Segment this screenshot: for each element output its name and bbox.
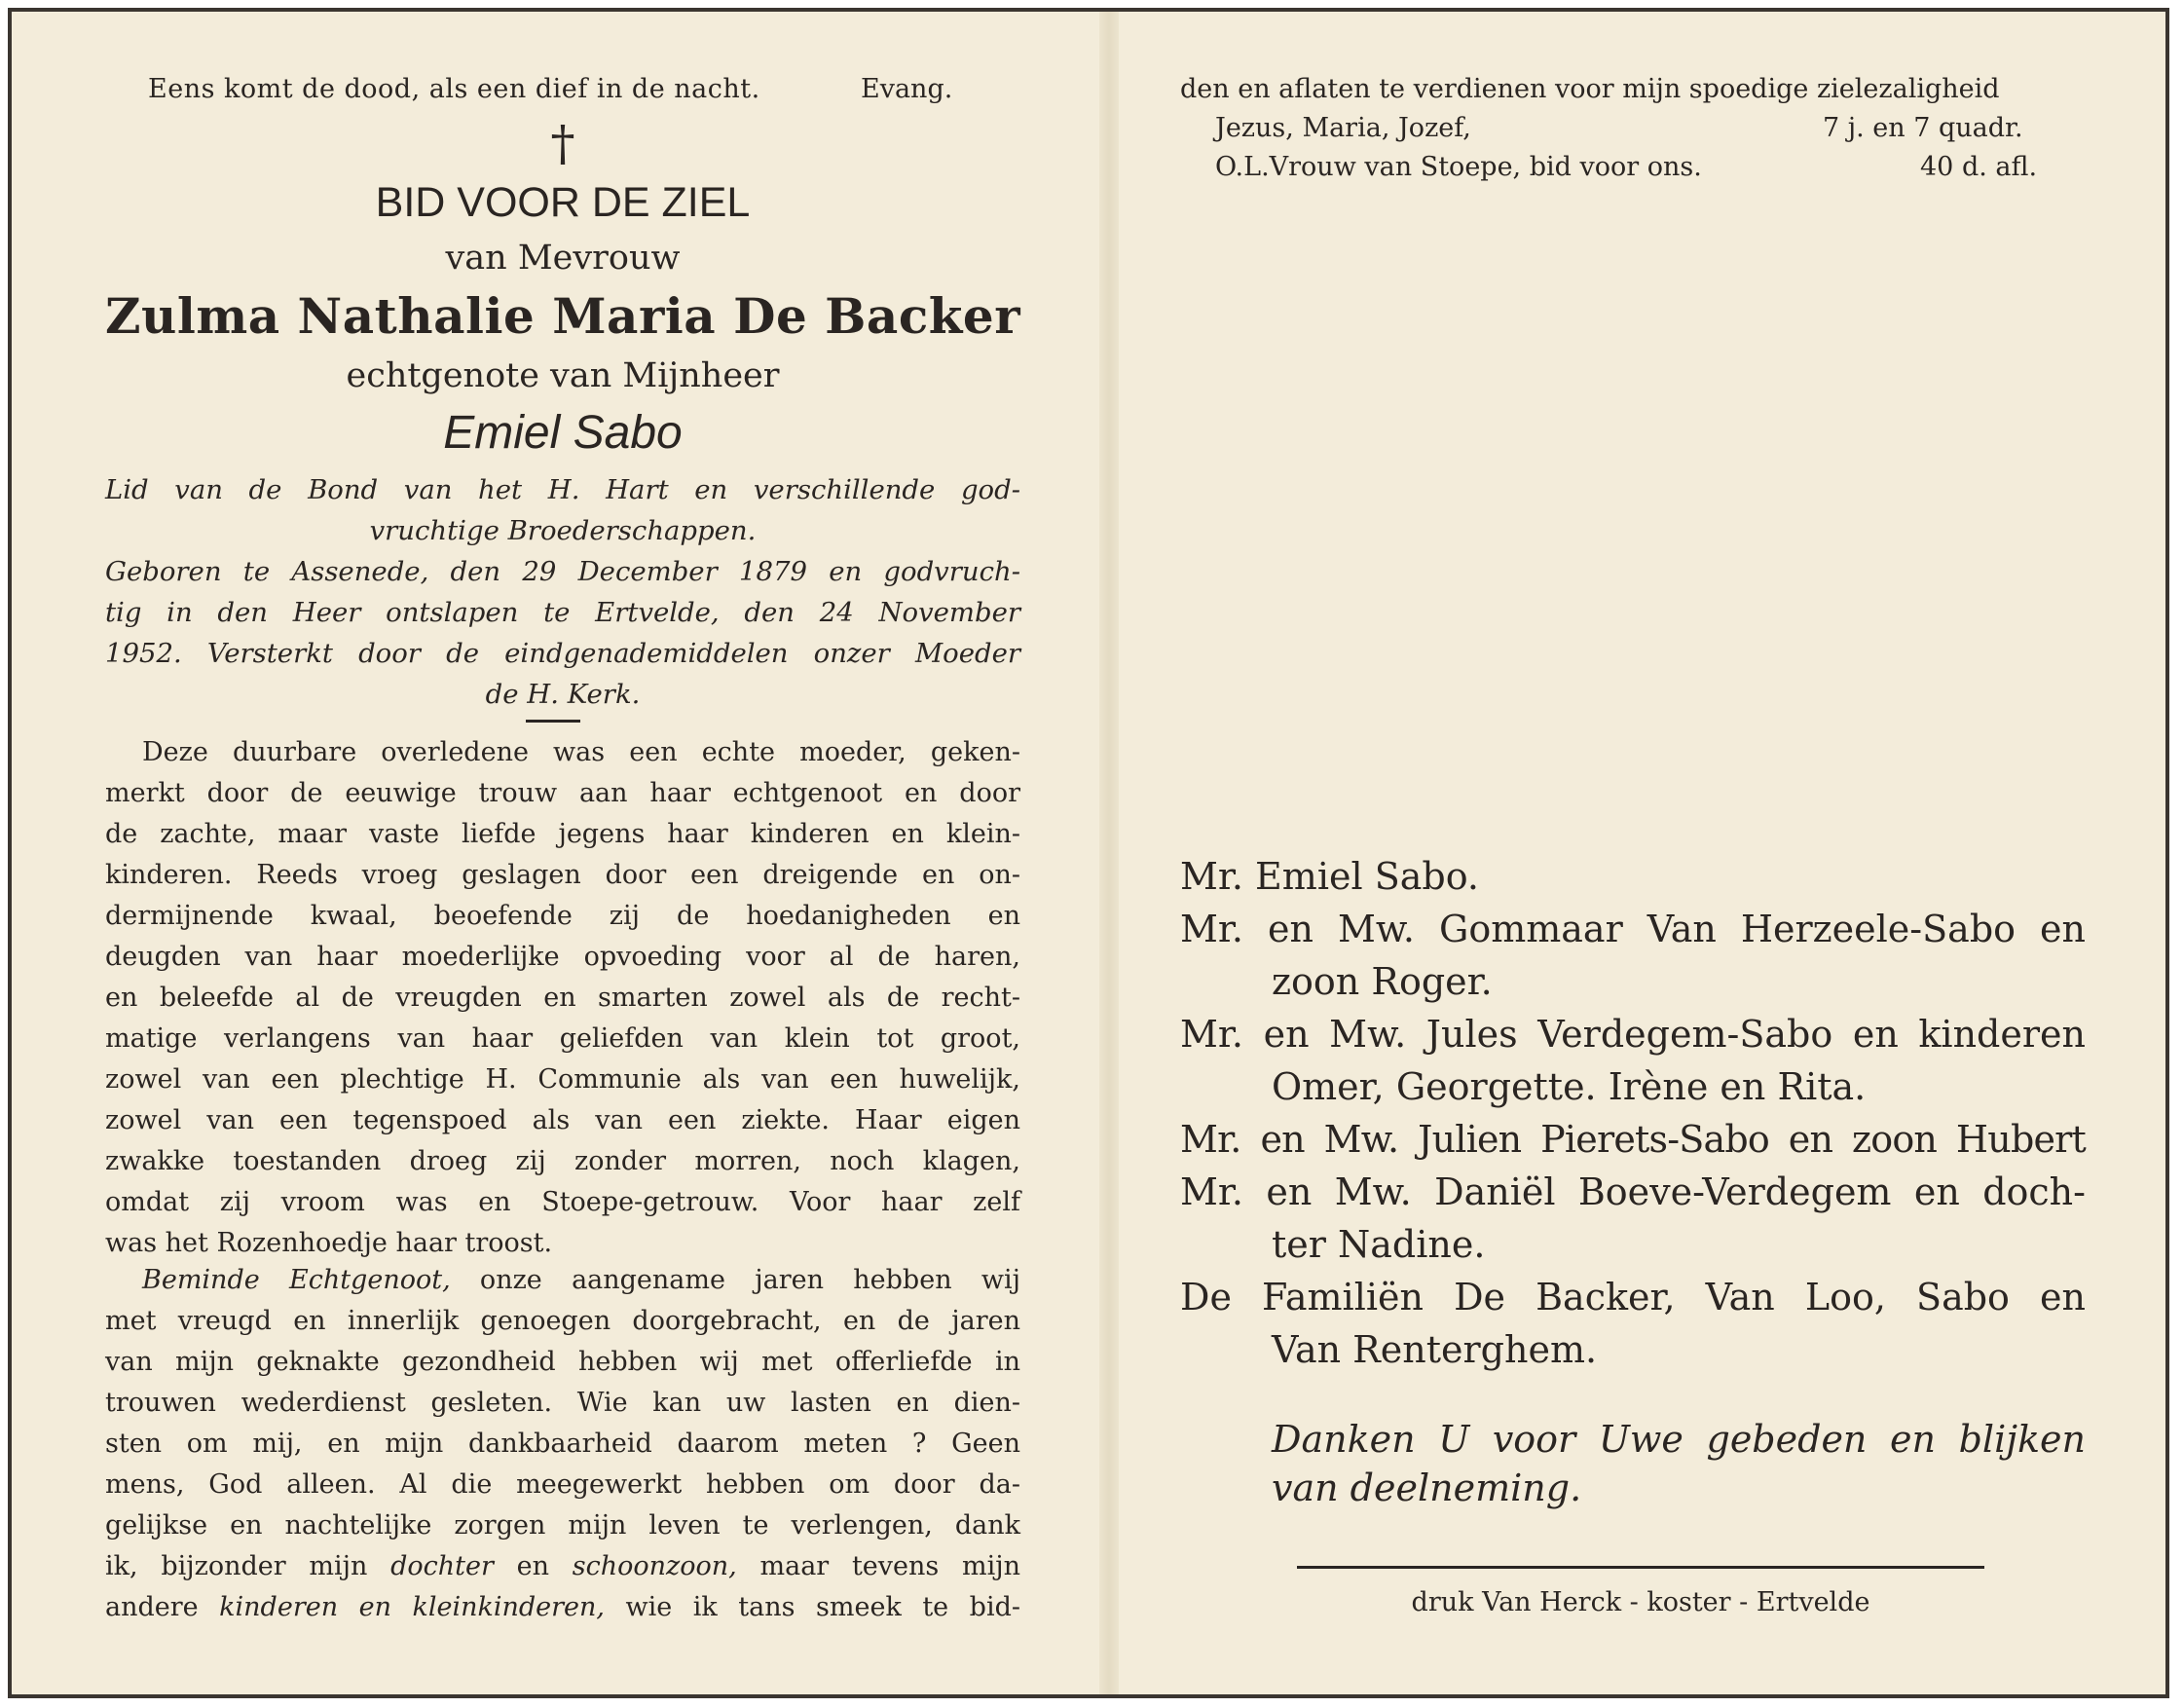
bio-line: Geboren te Assenede, den 29 December 1879 en godvruch- [105, 556, 1020, 587]
relative-line: Mr. en Mw. Gommaar Van Herzeele-Sabo en [1180, 908, 2086, 950]
center-fold [1099, 12, 1119, 1694]
heading: BID VOOR DE ZIEL [375, 179, 751, 226]
relative-line: Omer, Georgette. Irène en Rita. [1272, 1065, 1867, 1108]
thanks-line-2: van deelneming. [1272, 1467, 1582, 1509]
epigraph: Eens komt de dood, als een dief in de nacht. [148, 74, 760, 104]
bio-line: de H. Kerk. [485, 679, 641, 710]
divider [526, 720, 580, 723]
bio-line: tig in den Heer ontslapen te Ertvelde, den 24 November [105, 597, 1020, 628]
relative-line: Van Renterghem. [1272, 1328, 1598, 1371]
para-line: zowel van een tegenspoed als van een ziekte. Haar eigen [105, 1105, 1020, 1135]
para-line: was het Rozenhoedje haar troost. [105, 1228, 553, 1258]
para-line: zwakke toestanden droeg zij zonder morren, noch klagen, [105, 1146, 1020, 1176]
bio-line: 1952. Versterkt door de eindgenademiddelen onzer Moeder [105, 638, 1020, 669]
epigraph-source: Evang. [861, 74, 953, 104]
para2-first-rest: onze aangename jaren hebben wij [450, 1265, 1020, 1295]
para-line: matige verlangens van haar geliefden van klein tot groot, [105, 1023, 1020, 1054]
para-line: zowel van een plechtige H. Communie als van een huwelijk, [105, 1064, 1020, 1095]
para-line: met vreugd en innerlijk genoegen doorgebracht, en de jaren [105, 1306, 1020, 1336]
van-mevrouw: van Mevrouw [445, 239, 681, 278]
text-run: kinderen en kleinkinderen, [219, 1592, 606, 1622]
para-line: de zachte, maar vaste liefde jegens haar kinderen en klein- [105, 819, 1020, 849]
para-line: van mijn geknakte gezondheid hebben wij met offerliefde in [105, 1347, 1020, 1377]
indulgence-2: 40 d. afl. [1920, 152, 2038, 182]
para-line: merkt door de eeuwige trouw aan haar echtgenoot en door [105, 778, 1020, 808]
relative-line: De Familiën De Backer, Van Loo, Sabo en [1180, 1276, 2086, 1318]
para-line [105, 1587, 1020, 1628]
cross-icon: † [550, 115, 575, 171]
para-line: trouwen wederdienst gesleten. Wie kan uw lasten en dien- [105, 1388, 1020, 1418]
para-line [105, 1260, 1020, 1301]
para-line: Deze duurbare overledene was een echte moeder, geken- [142, 737, 1020, 767]
relative-line: ter Nadine. [1272, 1223, 1486, 1266]
deceased-name: Zulma Nathalie Maria De Backer [105, 287, 1021, 345]
para2-italic-start: Beminde Echtgenoot, [142, 1265, 451, 1295]
para-line [105, 1546, 1020, 1587]
prayer-2: O.L.Vrouw van Stoepe, bid voor ons. [1215, 152, 1702, 182]
prayer-1: Jezus, Maria, Jozef, [1215, 113, 1471, 143]
para-line: gelijkse en nachtelijke zorgen mijn leven te verlengen, dank [105, 1510, 1020, 1541]
para-line: deugden van haar moederlijke opvoeding voor al de haren, [105, 942, 1020, 972]
text-run: andere [105, 1592, 220, 1622]
para-line: mens, God alleen. Al die meegewerkt hebben om door da- [105, 1469, 1020, 1500]
para-line: dermijnende kwaal, beoefende zij de hoedanigheden en [105, 901, 1020, 931]
bio-line: Lid van de Bond van het H. Hart en verschillende god- [105, 474, 1020, 505]
para-line: kinderen. Reeds vroeg geslagen door een dreigende en on- [105, 860, 1020, 890]
printer-line: druk Van Herck - koster - Ertvelde [1411, 1587, 1870, 1617]
divider [1297, 1566, 1984, 1569]
spouse-intro: echtgenote van Mijnheer [346, 356, 780, 395]
relative-line: Mr. en Mw. Jules Verdegem-Sabo en kinderen [1180, 1013, 2086, 1056]
para-line: en beleefde al de vreugden en smarten zowel als de recht- [105, 983, 1020, 1013]
continuation-line: den en aflaten te verdienen voor mijn spoedige zielezaligheid [1180, 74, 2000, 104]
text-run: dochter [390, 1551, 494, 1581]
indulgence-1: 7 j. en 7 quadr. [1823, 113, 2023, 143]
text-run: schoonzoon, [572, 1551, 737, 1581]
relative-line: Mr. Emiel Sabo. [1180, 855, 1480, 898]
biography [105, 469, 1020, 715]
spouse-name: Emiel Sabo [443, 407, 683, 459]
relative-line: Mr. en Mw. Julien Pierets-Sabo en zoon Hubert [1180, 1118, 2086, 1161]
relative-line: Mr. en Mw. Daniël Boeve-Verdegem en doch- [1180, 1170, 2086, 1213]
para-line: sten om mij, en mijn dankbaarheid daarom meten ? Geen [105, 1429, 1020, 1459]
text-run: wie ik tans smeek te bid- [605, 1592, 1021, 1622]
text-run: en [493, 1551, 573, 1581]
text-run: maar tevens mijn [736, 1551, 1020, 1581]
memorial-card [8, 8, 2169, 1698]
text-run: ik, bijzonder mijn [105, 1551, 391, 1581]
thanks-line-1: Danken U voor Uwe gebeden en blijken [1272, 1418, 2086, 1461]
relative-line: zoon Roger. [1272, 960, 1493, 1003]
para-line: omdat zij vroom was en Stoepe-getrouw. Voor haar zelf [105, 1187, 1020, 1217]
bio-line: vruchtige Broederschappen. [369, 515, 757, 546]
paragraph-2 [105, 1260, 1020, 1628]
paragraph-1 [105, 732, 1020, 1264]
